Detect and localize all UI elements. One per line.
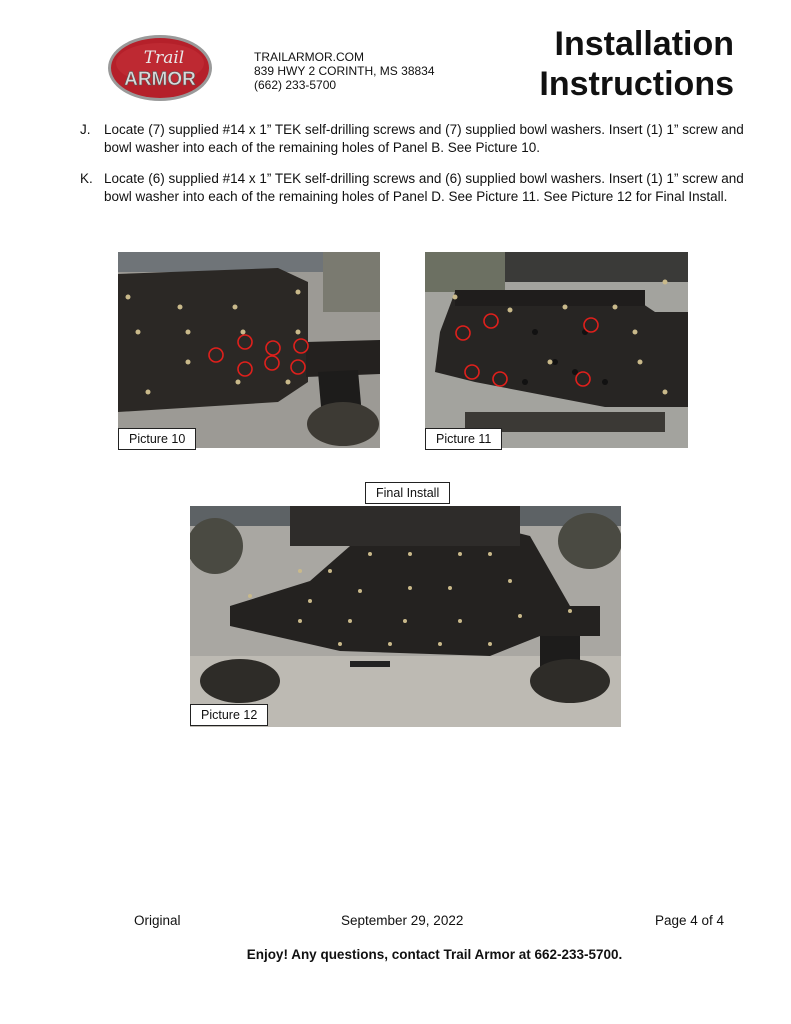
instruction-steps [80, 121, 750, 219]
footer-revision: Original [134, 913, 181, 928]
company-phone: (662) 233-5700 [254, 78, 337, 92]
final-install-label: Final Install [365, 482, 450, 504]
step-j [80, 121, 750, 157]
step-letter: K. [80, 171, 93, 186]
step-k [80, 170, 750, 206]
picture-10-caption: Picture 10 [118, 428, 196, 450]
footer-closing-note: Enjoy! Any questions, contact Trail Armor at 662-233-5700. [246, 947, 623, 962]
step-letter: J. [80, 122, 91, 137]
picture-11-image [425, 252, 688, 448]
step-text: Locate (7) supplied #14 x 1” TEK self-drilling screws and (7) supplied bowl washers. Insert (1) 1” screw and bowl washer into each of the remaining holes of Panel B. See Picture 10. [104, 122, 744, 155]
picture-12-caption: Picture 12 [190, 704, 268, 726]
picture-10-image [118, 252, 380, 448]
company-address: 839 HWY 2 CORINTH, MS 38834 [254, 64, 435, 78]
footer-page-number: Page 4 of 4 [655, 913, 725, 928]
footer-date: September 29, 2022 [341, 913, 464, 928]
picture-12-image [190, 506, 621, 727]
picture-11-caption: Picture 11 [425, 428, 502, 450]
svg-text:Trail: Trail [143, 48, 185, 68]
company-website: TRAILARMOR.COM [254, 50, 365, 64]
page-title: Installation Instructions [539, 25, 734, 103]
company-contact-block [254, 50, 435, 92]
trail-armor-logo [106, 33, 214, 103]
step-text: Locate (6) supplied #14 x 1” TEK self-drilling screws and (6) supplied bowl washers. Insert (1) 1” screw and bowl washer into each of the remaining holes of Panel D. See Picture 11. See Picture 12 for Final Install. [104, 171, 744, 204]
svg-text:ARMOR: ARMOR [124, 69, 196, 90]
